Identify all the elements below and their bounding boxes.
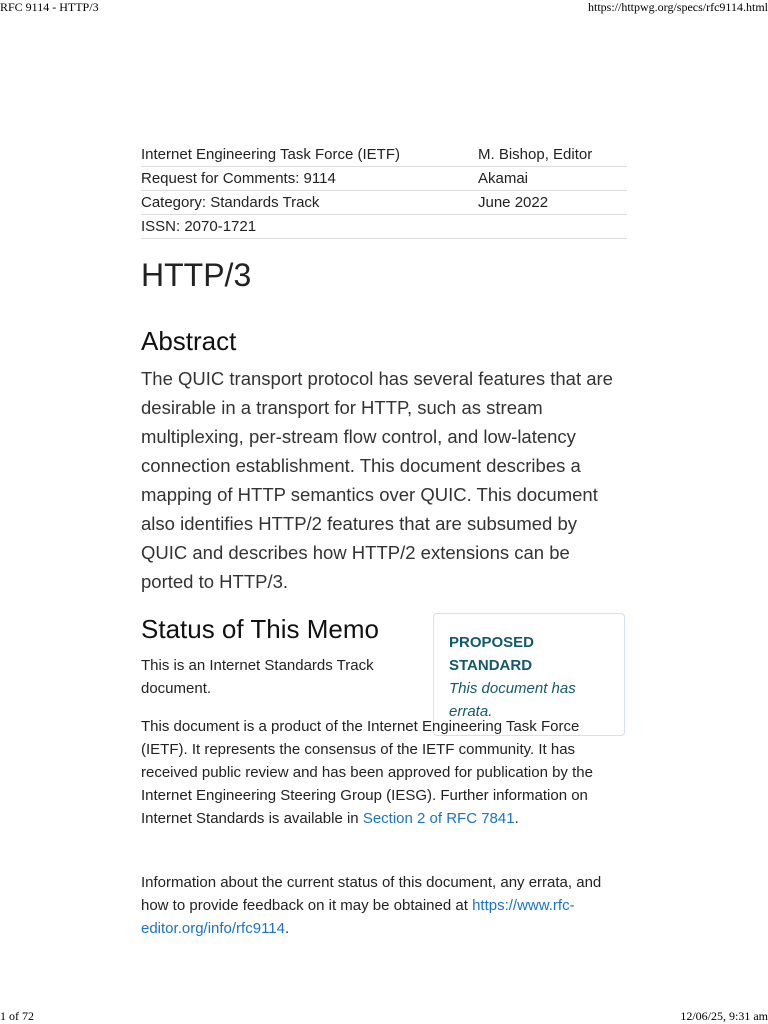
page-number: 1 of 72 <box>0 1009 34 1023</box>
rfc-editor-info-link[interactable]: https://www.rfc-editor.org/info/rfc9114 <box>141 897 575 937</box>
rfc7841-link[interactable]: Section 2 of RFC 7841 <box>362 810 515 827</box>
status-paragraph-1: This is an Internet Standards Track document. <box>141 657 374 697</box>
table-row <box>141 215 627 239</box>
paragraph-text: Information about the current status of this document, any errata, and how to provide feedback on it may be obtained at <box>141 874 602 914</box>
table-row <box>141 143 627 167</box>
errata-prefix: This document has <box>449 680 576 697</box>
status-paragraph-2 <box>141 715 627 830</box>
paragraph-suffix: . <box>514 810 519 827</box>
print-header-title: RFC 9114 - HTTP/3 <box>0 0 99 14</box>
meta-cell <box>478 215 627 239</box>
print-header <box>0 0 768 14</box>
meta-cell: Category: Standards Track <box>141 191 478 215</box>
document-content <box>141 143 627 937</box>
status-heading: Status of This Memo <box>141 614 379 644</box>
errata-link[interactable]: errata <box>449 703 489 720</box>
print-datetime: 12/06/25, 9:31 am <box>680 1009 768 1023</box>
meta-cell: M. Bishop, Editor <box>478 143 627 167</box>
rfc-metadata-table <box>141 143 627 239</box>
abstract-text: The QUIC transport protocol has several features that are desirable in a transport for HTTP, such as stream multiplexing, per-stream flow control, and low-latency connection establishment. This document describes a mapping of HTTP semantics over QUIC. This document also identifies HTTP/2 features that are subsumed by QUIC and describes how HTTP/2 extensions can be ported to HTTP/3. <box>141 368 613 592</box>
status-badge: PROPOSED STANDARD <box>449 634 535 674</box>
meta-cell: ISSN: 2070-1721 <box>141 215 478 239</box>
print-footer <box>0 1009 768 1023</box>
meta-cell: June 2022 <box>478 191 627 215</box>
table-row <box>141 191 627 215</box>
meta-cell: Akamai <box>478 167 627 191</box>
meta-cell: Request for Comments: 9114 <box>141 167 478 191</box>
abstract-heading: Abstract <box>141 326 237 356</box>
table-row <box>141 167 627 191</box>
errata-suffix: . <box>488 703 493 720</box>
print-header-url: https://httpwg.org/specs/rfc9114.html <box>588 0 768 14</box>
meta-cell: Internet Engineering Task Force (IETF) <box>141 143 478 167</box>
page-title: HTTP/3 <box>141 257 252 293</box>
paragraph-suffix: . <box>284 920 290 937</box>
status-paragraph-3 <box>141 871 627 940</box>
paragraph-text: This document is a product of the Internet Engineering Task Force (IETF). It represents the consensus of the IETF community. It has received public review and has been approved for publication by the Internet Engineering Steering Group (IESG). Further information on Internet Standards is available in <box>141 718 593 827</box>
